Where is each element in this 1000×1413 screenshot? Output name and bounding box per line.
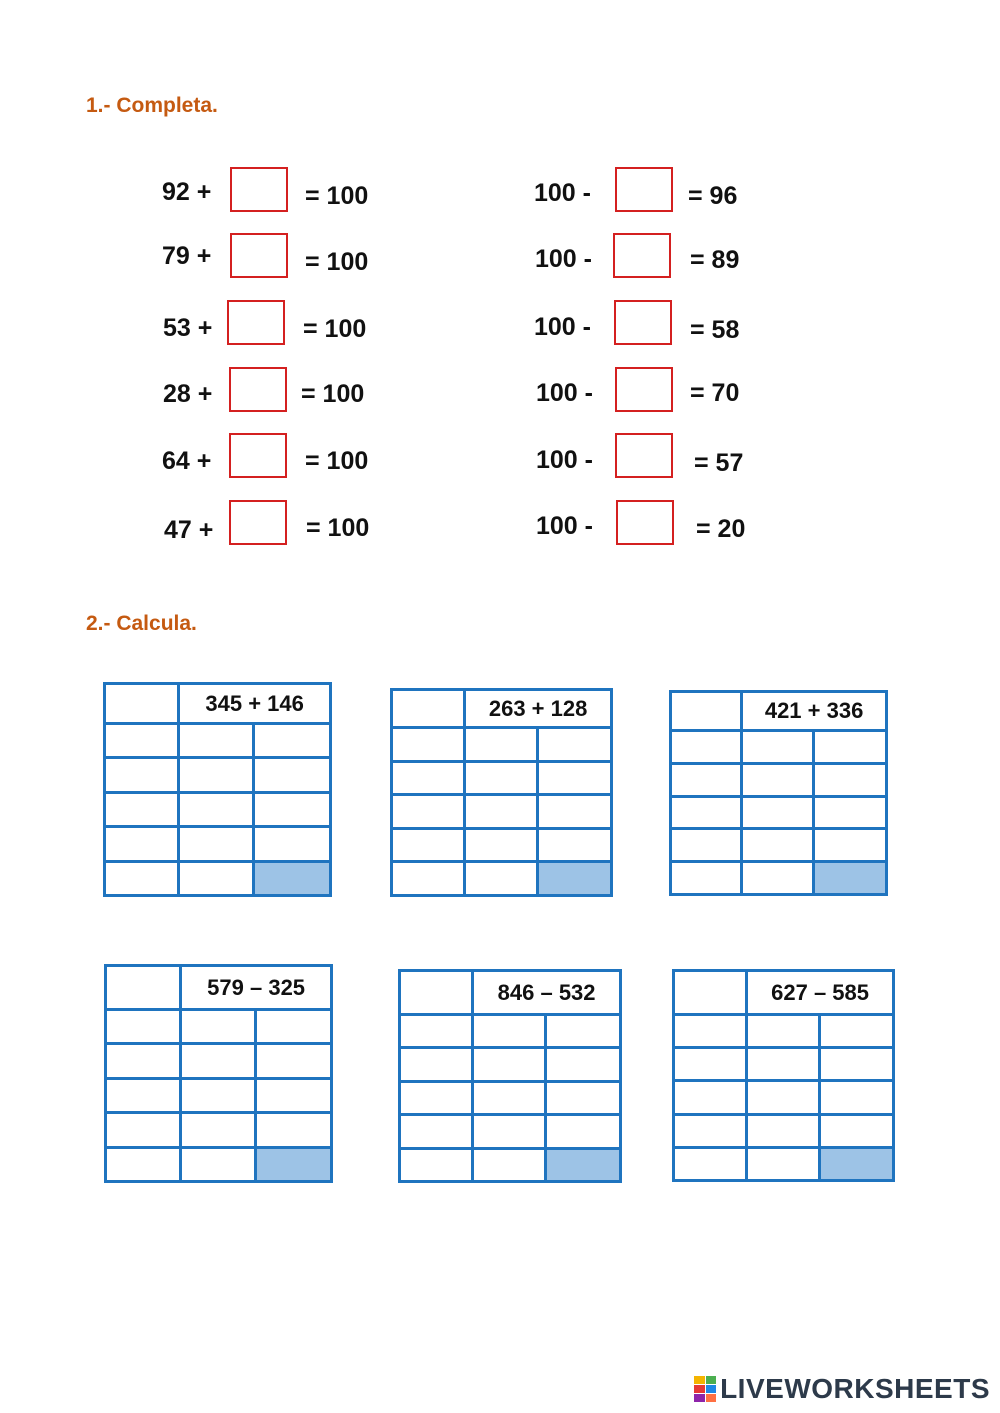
operation-label: 421 + 336 xyxy=(742,692,887,731)
liveworksheets-logo-icon xyxy=(694,1376,716,1402)
answer-box[interactable] xyxy=(615,167,673,212)
grid-cell[interactable] xyxy=(181,1147,255,1181)
grid-cell[interactable] xyxy=(255,1078,331,1112)
answer-box[interactable] xyxy=(613,233,671,278)
addition-left: 92 + xyxy=(162,178,212,206)
addition-right: = 100 xyxy=(306,514,370,542)
grid-cell[interactable] xyxy=(105,861,179,895)
grid-cell[interactable] xyxy=(255,1010,331,1044)
answer-box[interactable] xyxy=(230,233,288,278)
grid-cell[interactable] xyxy=(253,792,330,826)
grid-cell[interactable] xyxy=(537,795,611,829)
grid-cell[interactable] xyxy=(105,827,179,861)
calculation-grid xyxy=(669,690,888,896)
grid-cell[interactable] xyxy=(473,1081,545,1114)
grid-cell[interactable] xyxy=(255,1113,331,1147)
grid-cell[interactable] xyxy=(819,1015,893,1048)
grid-cell[interactable] xyxy=(465,828,537,862)
grid-cell[interactable] xyxy=(105,724,179,758)
calculation-grid xyxy=(104,964,333,1183)
calculation-grid xyxy=(390,688,613,897)
operation-label: 263 + 128 xyxy=(465,690,612,728)
addition-left: 79 + xyxy=(162,242,212,270)
answer-box[interactable] xyxy=(614,300,672,345)
grid-cell[interactable] xyxy=(181,1044,255,1078)
answer-box[interactable] xyxy=(229,433,287,478)
grid-cell[interactable] xyxy=(813,796,886,829)
subtraction-left: 100 - xyxy=(536,379,593,407)
addition-left: 28 + xyxy=(163,380,213,408)
grid-cell[interactable] xyxy=(179,724,253,758)
subtraction-right: = 96 xyxy=(688,182,738,210)
grid-cell[interactable] xyxy=(537,761,611,795)
grid-cell[interactable] xyxy=(106,1113,181,1147)
grid-cell[interactable] xyxy=(674,1015,747,1048)
grid-cell[interactable] xyxy=(105,792,179,826)
addition-right: = 100 xyxy=(305,447,369,475)
grid-cell[interactable] xyxy=(179,758,253,792)
operation-label: 345 + 146 xyxy=(179,684,331,724)
grid-cell[interactable] xyxy=(400,971,473,1015)
addition-left: 53 + xyxy=(163,314,213,342)
grid-cell[interactable] xyxy=(813,731,886,764)
grid-cell[interactable] xyxy=(400,1115,473,1148)
grid-cell[interactable] xyxy=(813,763,886,796)
grid-cell[interactable] xyxy=(392,728,465,762)
operation-label: 627 – 585 xyxy=(747,971,894,1015)
grid-cell[interactable] xyxy=(400,1048,473,1081)
grid-cell[interactable] xyxy=(105,684,179,724)
grid-cell[interactable] xyxy=(106,966,181,1010)
subtraction-left: 100 - xyxy=(536,446,593,474)
grid-cell[interactable] xyxy=(674,1147,747,1180)
grid-cell[interactable] xyxy=(742,796,813,829)
grid-cell[interactable] xyxy=(400,1148,473,1181)
grid-cell[interactable] xyxy=(747,1048,819,1081)
grid-cell[interactable] xyxy=(671,692,742,731)
grid-cell[interactable] xyxy=(671,731,742,764)
grid-cell[interactable] xyxy=(465,728,537,762)
liveworksheets-logo xyxy=(694,1373,990,1405)
answer-box[interactable] xyxy=(616,500,674,545)
operation-label: 579 – 325 xyxy=(181,966,332,1010)
addition-right: = 100 xyxy=(305,248,369,276)
grid-cell[interactable] xyxy=(181,1113,255,1147)
grid-cell[interactable] xyxy=(819,1081,893,1114)
grid-cell-shaded[interactable] xyxy=(819,1147,893,1180)
operation-label: 846 – 532 xyxy=(473,971,621,1015)
grid-cell[interactable] xyxy=(106,1147,181,1181)
grid-cell-shaded[interactable] xyxy=(545,1148,620,1181)
grid-cell[interactable] xyxy=(473,1015,545,1048)
grid-cell[interactable] xyxy=(253,724,330,758)
grid-cell[interactable] xyxy=(747,1147,819,1180)
grid-cell[interactable] xyxy=(671,862,742,895)
addition-right: = 100 xyxy=(305,182,369,210)
grid-cell[interactable] xyxy=(742,731,813,764)
grid-cell[interactable] xyxy=(537,728,611,762)
calculation-grid xyxy=(398,969,622,1183)
grid-cell[interactable] xyxy=(545,1115,620,1148)
grid-cell[interactable] xyxy=(747,1015,819,1048)
grid-cell[interactable] xyxy=(392,828,465,862)
grid-cell[interactable] xyxy=(181,1010,255,1044)
grid-cell[interactable] xyxy=(253,827,330,861)
section-2-title: 2.- Calcula. xyxy=(86,612,197,635)
grid-cell[interactable] xyxy=(255,1044,331,1078)
subtraction-left: 100 - xyxy=(534,179,591,207)
grid-cell[interactable] xyxy=(473,1115,545,1148)
grid-cell[interactable] xyxy=(392,761,465,795)
grid-cell[interactable] xyxy=(674,971,747,1015)
grid-cell[interactable] xyxy=(747,1081,819,1114)
addition-right: = 100 xyxy=(303,315,367,343)
subtraction-right: = 89 xyxy=(690,246,740,274)
grid-cell[interactable] xyxy=(392,690,465,728)
grid-cell[interactable] xyxy=(465,761,537,795)
grid-cell[interactable] xyxy=(545,1048,620,1081)
subtraction-right: = 70 xyxy=(690,379,740,407)
grid-cell[interactable] xyxy=(106,1078,181,1112)
answer-box[interactable] xyxy=(227,300,285,345)
grid-cell[interactable] xyxy=(106,1010,181,1044)
grid-cell[interactable] xyxy=(473,1048,545,1081)
answer-box[interactable] xyxy=(229,500,287,545)
grid-cell[interactable] xyxy=(742,763,813,796)
grid-cell[interactable] xyxy=(392,795,465,829)
grid-cell[interactable] xyxy=(742,829,813,862)
addition-left: 64 + xyxy=(162,447,212,475)
grid-cell-shaded[interactable] xyxy=(255,1147,331,1181)
grid-cell[interactable] xyxy=(819,1114,893,1147)
addition-right: = 100 xyxy=(301,380,365,408)
grid-cell[interactable] xyxy=(105,758,179,792)
grid-cell[interactable] xyxy=(400,1081,473,1114)
grid-cell[interactable] xyxy=(473,1148,545,1181)
grid-cell[interactable] xyxy=(106,1044,181,1078)
grid-cell[interactable] xyxy=(545,1015,620,1048)
grid-cell[interactable] xyxy=(465,795,537,829)
grid-cell[interactable] xyxy=(465,862,537,896)
subtraction-right: = 20 xyxy=(696,515,746,543)
grid-cell[interactable] xyxy=(253,758,330,792)
grid-cell-shaded[interactable] xyxy=(813,862,886,895)
grid-cell[interactable] xyxy=(819,1048,893,1081)
logo-text: LIVEWORKSHEETS xyxy=(720,1373,990,1404)
section-1-title: 1.- Completa. xyxy=(86,94,218,117)
grid-cell[interactable] xyxy=(181,1078,255,1112)
grid-cell[interactable] xyxy=(671,763,742,796)
subtraction-left: 100 - xyxy=(534,313,591,341)
subtraction-left: 100 - xyxy=(535,245,592,273)
grid-cell[interactable] xyxy=(674,1048,747,1081)
grid-cell-shaded[interactable] xyxy=(253,861,330,895)
subtraction-left: 100 - xyxy=(536,512,593,540)
subtraction-right: = 57 xyxy=(694,449,744,477)
answer-box[interactable] xyxy=(229,367,287,412)
grid-cell[interactable] xyxy=(671,829,742,862)
grid-cell-shaded[interactable] xyxy=(537,862,611,896)
grid-cell[interactable] xyxy=(813,829,886,862)
addition-left: 47 + xyxy=(164,516,214,544)
grid-cell[interactable] xyxy=(742,862,813,895)
grid-cell[interactable] xyxy=(179,792,253,826)
grid-cell[interactable] xyxy=(392,862,465,896)
grid-cell[interactable] xyxy=(179,827,253,861)
grid-cell[interactable] xyxy=(674,1114,747,1147)
grid-cell[interactable] xyxy=(747,1114,819,1147)
grid-cell[interactable] xyxy=(400,1015,473,1048)
grid-cell[interactable] xyxy=(545,1081,620,1114)
grid-cell[interactable] xyxy=(179,861,253,895)
answer-box[interactable] xyxy=(615,433,673,478)
grid-cell[interactable] xyxy=(671,796,742,829)
grid-cell[interactable] xyxy=(674,1081,747,1114)
grid-cell[interactable] xyxy=(537,828,611,862)
calculation-grid xyxy=(672,969,895,1182)
subtraction-right: = 58 xyxy=(690,316,740,344)
answer-box[interactable] xyxy=(230,167,288,212)
calculation-grid xyxy=(103,682,332,897)
answer-box[interactable] xyxy=(615,367,673,412)
